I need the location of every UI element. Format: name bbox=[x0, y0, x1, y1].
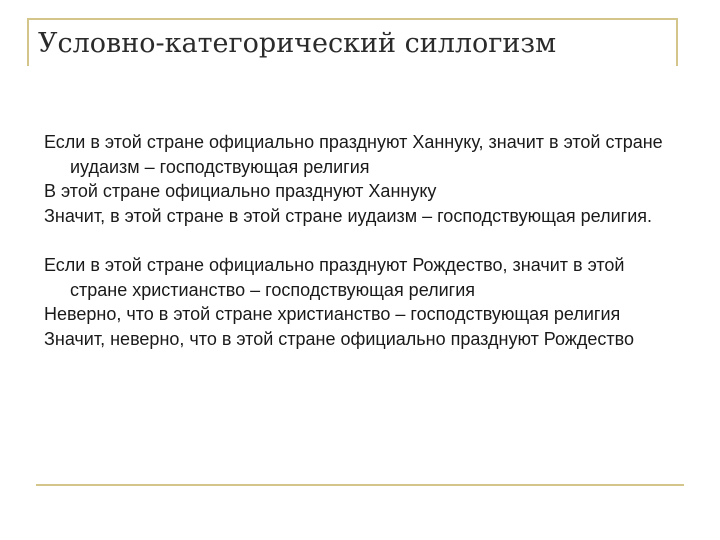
frame-bottom-line bbox=[36, 484, 684, 486]
frame-right-line bbox=[676, 18, 678, 66]
syllogism-1-premise-1: Если в этой стране официально празднуют Ханнуку, значит в этой стране иудаизм – господствующая религия bbox=[44, 132, 663, 177]
syllogism-1-conclusion: Значит, в этой стране в этой стране иудаизм – господствующая религия. bbox=[44, 205, 653, 226]
syllogism-2-premise-2: Неверно, что в этой стране христианство – господствующая религия bbox=[44, 304, 621, 324]
frame-top-line bbox=[27, 18, 678, 20]
syllogism-2-premise-1: Если в этой стране официально празднуют Рождество, значит в этой стране христианство – господствующая религия bbox=[44, 255, 625, 300]
paragraph-gap bbox=[44, 228, 674, 253]
slide-body bbox=[44, 130, 674, 351]
frame-left-line bbox=[27, 18, 29, 66]
slide-title: Условно-категорический силлогизм bbox=[38, 28, 557, 59]
syllogism-1-premise-2: В этой стране официально празднуют Ханнуку bbox=[44, 181, 437, 201]
syllogism-2-conclusion: Значит, неверно, что в этой стране официально празднуют Рождество bbox=[44, 328, 635, 349]
